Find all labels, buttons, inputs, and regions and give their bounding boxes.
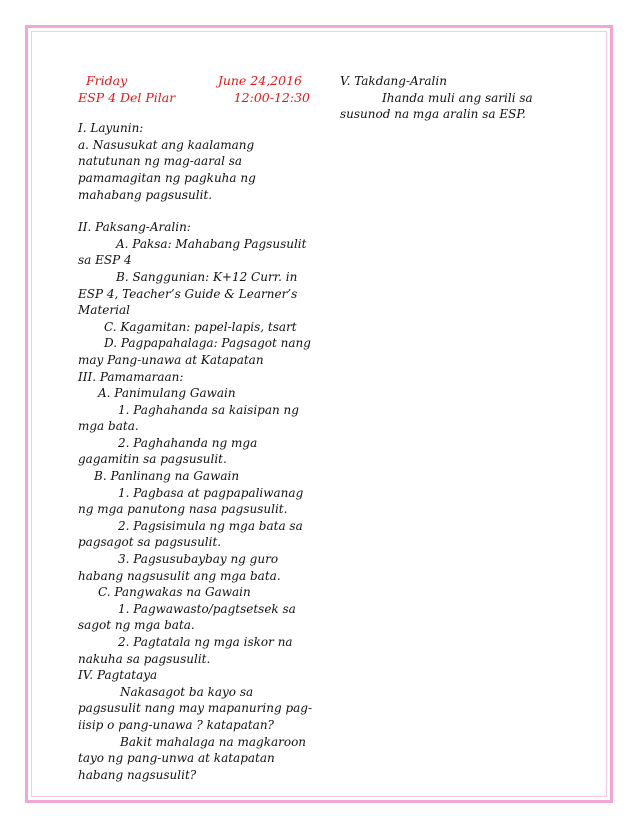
panimulang-gawain-title: A. Panimulang Gawain xyxy=(98,386,236,401)
pagtataya-question-1: Nakasagot ba kayo sa pagsusulit nang may mapanuring pag-iisip o pang-unawa ? katapatan? xyxy=(78,684,313,732)
right-column xyxy=(340,73,570,123)
layunin-title: I. Layunin: xyxy=(78,121,144,136)
panlinang-gawain-title: B. Panlinang na Gawain xyxy=(94,469,240,484)
takdang-aralin-title: V. Takdang-Aralin xyxy=(340,74,447,88)
kagamitan-item: C. Kagamitan: papel-lapis, tsart xyxy=(104,319,297,334)
pangwakas-gawain-title: C. Pangwakas na Gawain xyxy=(98,585,251,600)
panlinang-item-1: 1. Pagbasa at pagpapaliwanag ng mga panutong nasa pagsusulit. xyxy=(78,485,304,517)
layunin-a: a. Nasusukat ang kaalamang natutunan ng mag-aaral sa pamamagitan ng pagkuha ng mahabang pagsusulit. xyxy=(78,137,256,202)
takdang-aralin-text: Ihanda muli ang sarili sa susunod na mga aralin sa ESP. xyxy=(340,90,533,122)
panlinang-item-3: 3. Pagsusubaybay ng guro habang nagsusulit ang mga bata. xyxy=(78,552,281,583)
panimulang-item-1: 1. Paghahanda sa kaisipan ng mga bata. xyxy=(78,402,299,434)
header-day: Friday xyxy=(86,73,128,88)
header-time: 12:00-12:30 xyxy=(233,89,310,105)
pamamaraan-title: III. Pamamaraan: xyxy=(78,369,184,384)
panimulang-item-2: 2. Paghahanda ng mga gagamitin sa pagsusulit. xyxy=(78,435,258,467)
pagtataya-question-2: Bakit mahalaga na magkaroon tayo ng pang-unwa at katapatan habang nagsusulit? xyxy=(78,734,307,782)
paksang-aralin-title: II. Paksang-Aralin: xyxy=(78,220,191,235)
header-row-1 xyxy=(78,73,314,90)
pangwakas-item-2: 2. Pagtatala ng mga iskor na nakuha sa pagsusulit. xyxy=(78,635,293,666)
header-date: June 24,2016 xyxy=(217,73,302,88)
header-class: ESP 4 Del Pilar xyxy=(78,89,176,105)
panlinang-item-2: 2. Pagsisimula ng mga bata sa pagsagot sa pagsusulit. xyxy=(78,518,303,550)
header-row-2 xyxy=(78,90,314,107)
left-column xyxy=(78,73,314,783)
paksa-item: A. Paksa: Mahabang Pagsusulit sa ESP 4 xyxy=(78,236,307,268)
sanggunian-item: B. Sanggunian: K+12 Curr. in ESP 4, Teacher’s Guide & Learner’s Material xyxy=(78,269,298,318)
pangwakas-item-1: 1. Pagwawasto/pagtsetsek sa sagot ng mga bata. xyxy=(78,601,296,633)
pagtataya-title: IV. Pagtataya xyxy=(78,668,158,683)
pagpapahalaga-item: D. Pagpapahalaga: Pagsagot nang may Pang-unawa at Katapatan xyxy=(78,336,311,367)
